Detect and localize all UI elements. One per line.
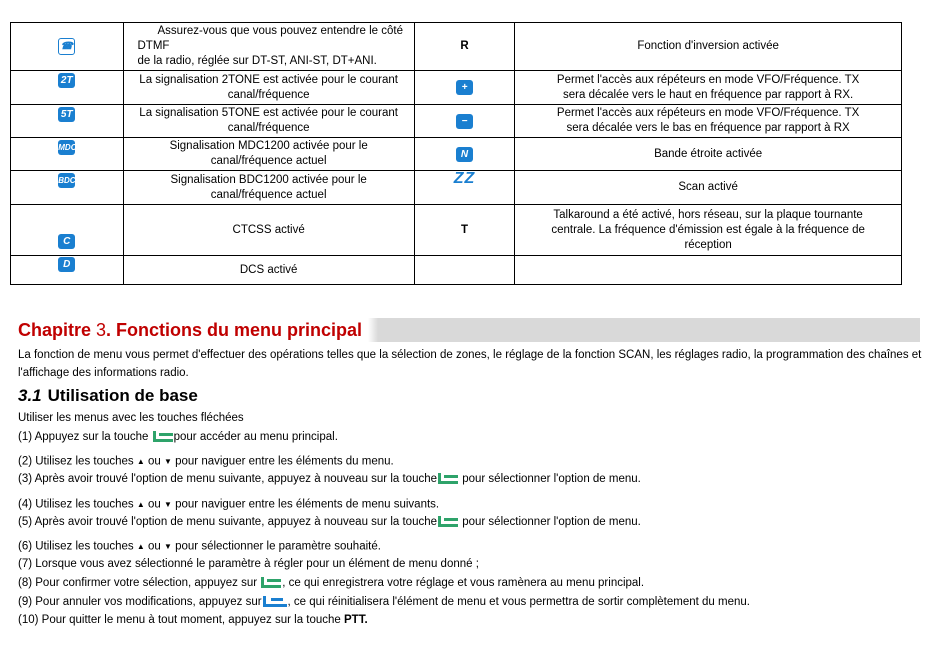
step-3: (3) Après avoir trouvé l'option de menu suivante, appuyez à nouveau sur la touche pour sélectionner l'option de menu. xyxy=(18,473,641,485)
section-heading: 3.1 Utilisation de base xyxy=(18,386,198,405)
step-6: (6) Utilisez les touches ▲ ou ▼ pour sélectionner le paramètre souhaité. xyxy=(18,540,381,553)
5tone-icon: 5T xyxy=(11,105,124,138)
menu-key-icon xyxy=(438,516,458,527)
chapter-heading-bar xyxy=(18,318,920,342)
menu-key-icon xyxy=(153,431,173,442)
down-arrow-icon: ▼ xyxy=(163,542,172,551)
up-arrow-icon: ▲ xyxy=(136,457,145,466)
dcs-icon: D xyxy=(11,256,124,285)
step-9: (9) Pour annuler vos modifications, appuyez sur , ce qui réinitialisera l'élément de menu et vous permettra de sortir complètement du menu. xyxy=(18,596,750,608)
down-arrow-icon: ▼ xyxy=(163,500,172,509)
step-1: (1) Appuyez sur la touche pour accéder au menu principal. xyxy=(18,431,338,443)
table-cell xyxy=(515,256,902,285)
plus-icon: + xyxy=(414,71,514,105)
table-cell: Scan activé xyxy=(515,171,902,205)
2tone-icon: 2T xyxy=(11,71,124,105)
table-cell: Bande étroite activée xyxy=(515,138,902,171)
table-cell: Assurez-vous que vous pouvez entendre le côté DTMF de la radio, réglée sur DT-ST, ANI-ST, DT+ANI. xyxy=(123,23,414,71)
table-cell: Signalisation BDC1200 activée pour le canal/fréquence actuel xyxy=(123,171,414,205)
table-cell: Permet l'accès aux répéteurs en mode VFO/Fréquence. TX sera décalée vers le haut en fréquence par rapport à RX. xyxy=(515,71,902,105)
step-intro: Utiliser les menus avec les touches fléchées xyxy=(18,412,244,424)
table-row xyxy=(11,205,902,256)
reverse-icon: R xyxy=(414,23,514,71)
mdc-icon: MDC xyxy=(11,138,124,171)
table-row xyxy=(11,105,902,138)
ctcss-icon: C xyxy=(11,205,124,256)
step-8: (8) Pour confirmer votre sélection, appuyez sur , ce qui enregistrera votre réglage et vous ramènera au menu principal. xyxy=(18,577,645,589)
table-row xyxy=(11,71,902,105)
step-5: (5) Après avoir trouvé l'option de menu suivante, appuyez à nouveau sur la touche pour sélectionner l'option de menu. xyxy=(18,516,641,528)
step-4: (4) Utilisez les touches ▲ ou ▼ pour naviguer entre les éléments de menu suivants. xyxy=(18,498,440,511)
exit-key-icon xyxy=(263,596,287,607)
minus-icon: − xyxy=(414,105,514,138)
table-cell: Signalisation MDC1200 activée pour le canal/fréquence actuel xyxy=(123,138,414,171)
scan-icon: ZZ xyxy=(414,171,514,205)
table-cell: Permet l'accès aux répéteurs en mode VFO/Fréquence. TX sera décalée vers le bas en fréquence par rapport à RX xyxy=(515,105,902,138)
narrow-band-icon: N xyxy=(414,138,514,171)
table-cell xyxy=(414,256,514,285)
table-row xyxy=(11,23,902,71)
table-cell: DCS activé xyxy=(123,256,414,285)
chapter-intro: La fonction de menu vous permet d'effectuer des opérations telles que la sélection de zones, le réglage de la fonction SCAN, les réglages radio, la programmation des chaînes et l'affichage des informations radio. xyxy=(18,349,922,379)
table-cell: CTCSS activé xyxy=(123,205,414,256)
up-arrow-icon: ▲ xyxy=(136,542,145,551)
step-7: (7) Lorsque vous avez sélectionné le paramètre à régler pour un élément de menu donné ; xyxy=(18,558,479,570)
chapter-title: Chapitre 3. Fonctions du menu principal xyxy=(18,320,363,340)
step-2: (2) Utilisez les touches ▲ ou ▼ pour naviguer entre les éléments du menu. xyxy=(18,455,394,468)
table-row xyxy=(11,138,902,171)
table-cell: Talkaround a été activé, hors réseau, sur la plaque tournante centrale. La fréquence d'émission est égale à la fréquence de réception xyxy=(515,205,902,256)
menu-key-icon xyxy=(261,577,281,588)
status-icon-table xyxy=(10,22,902,285)
table-cell: La signalisation 2TONE est activée pour le courant canal/fréquence xyxy=(123,71,414,105)
table-cell: Fonction d'inversion activée xyxy=(515,23,902,71)
up-arrow-icon: ▲ xyxy=(136,500,145,509)
table-row xyxy=(11,256,902,285)
phone-dtmf-icon: ☎ xyxy=(11,23,124,71)
table-row xyxy=(11,171,902,205)
down-arrow-icon: ▼ xyxy=(163,457,172,466)
bdc-icon: BDC xyxy=(11,171,124,205)
talkaround-icon: T xyxy=(414,205,514,256)
step-10: (10) Pour quitter le menu à tout moment, appuyez sur la touche PTT. xyxy=(18,614,368,626)
menu-key-icon xyxy=(438,473,458,484)
table-cell: La signalisation 5TONE est activée pour le courant canal/fréquence xyxy=(123,105,414,138)
